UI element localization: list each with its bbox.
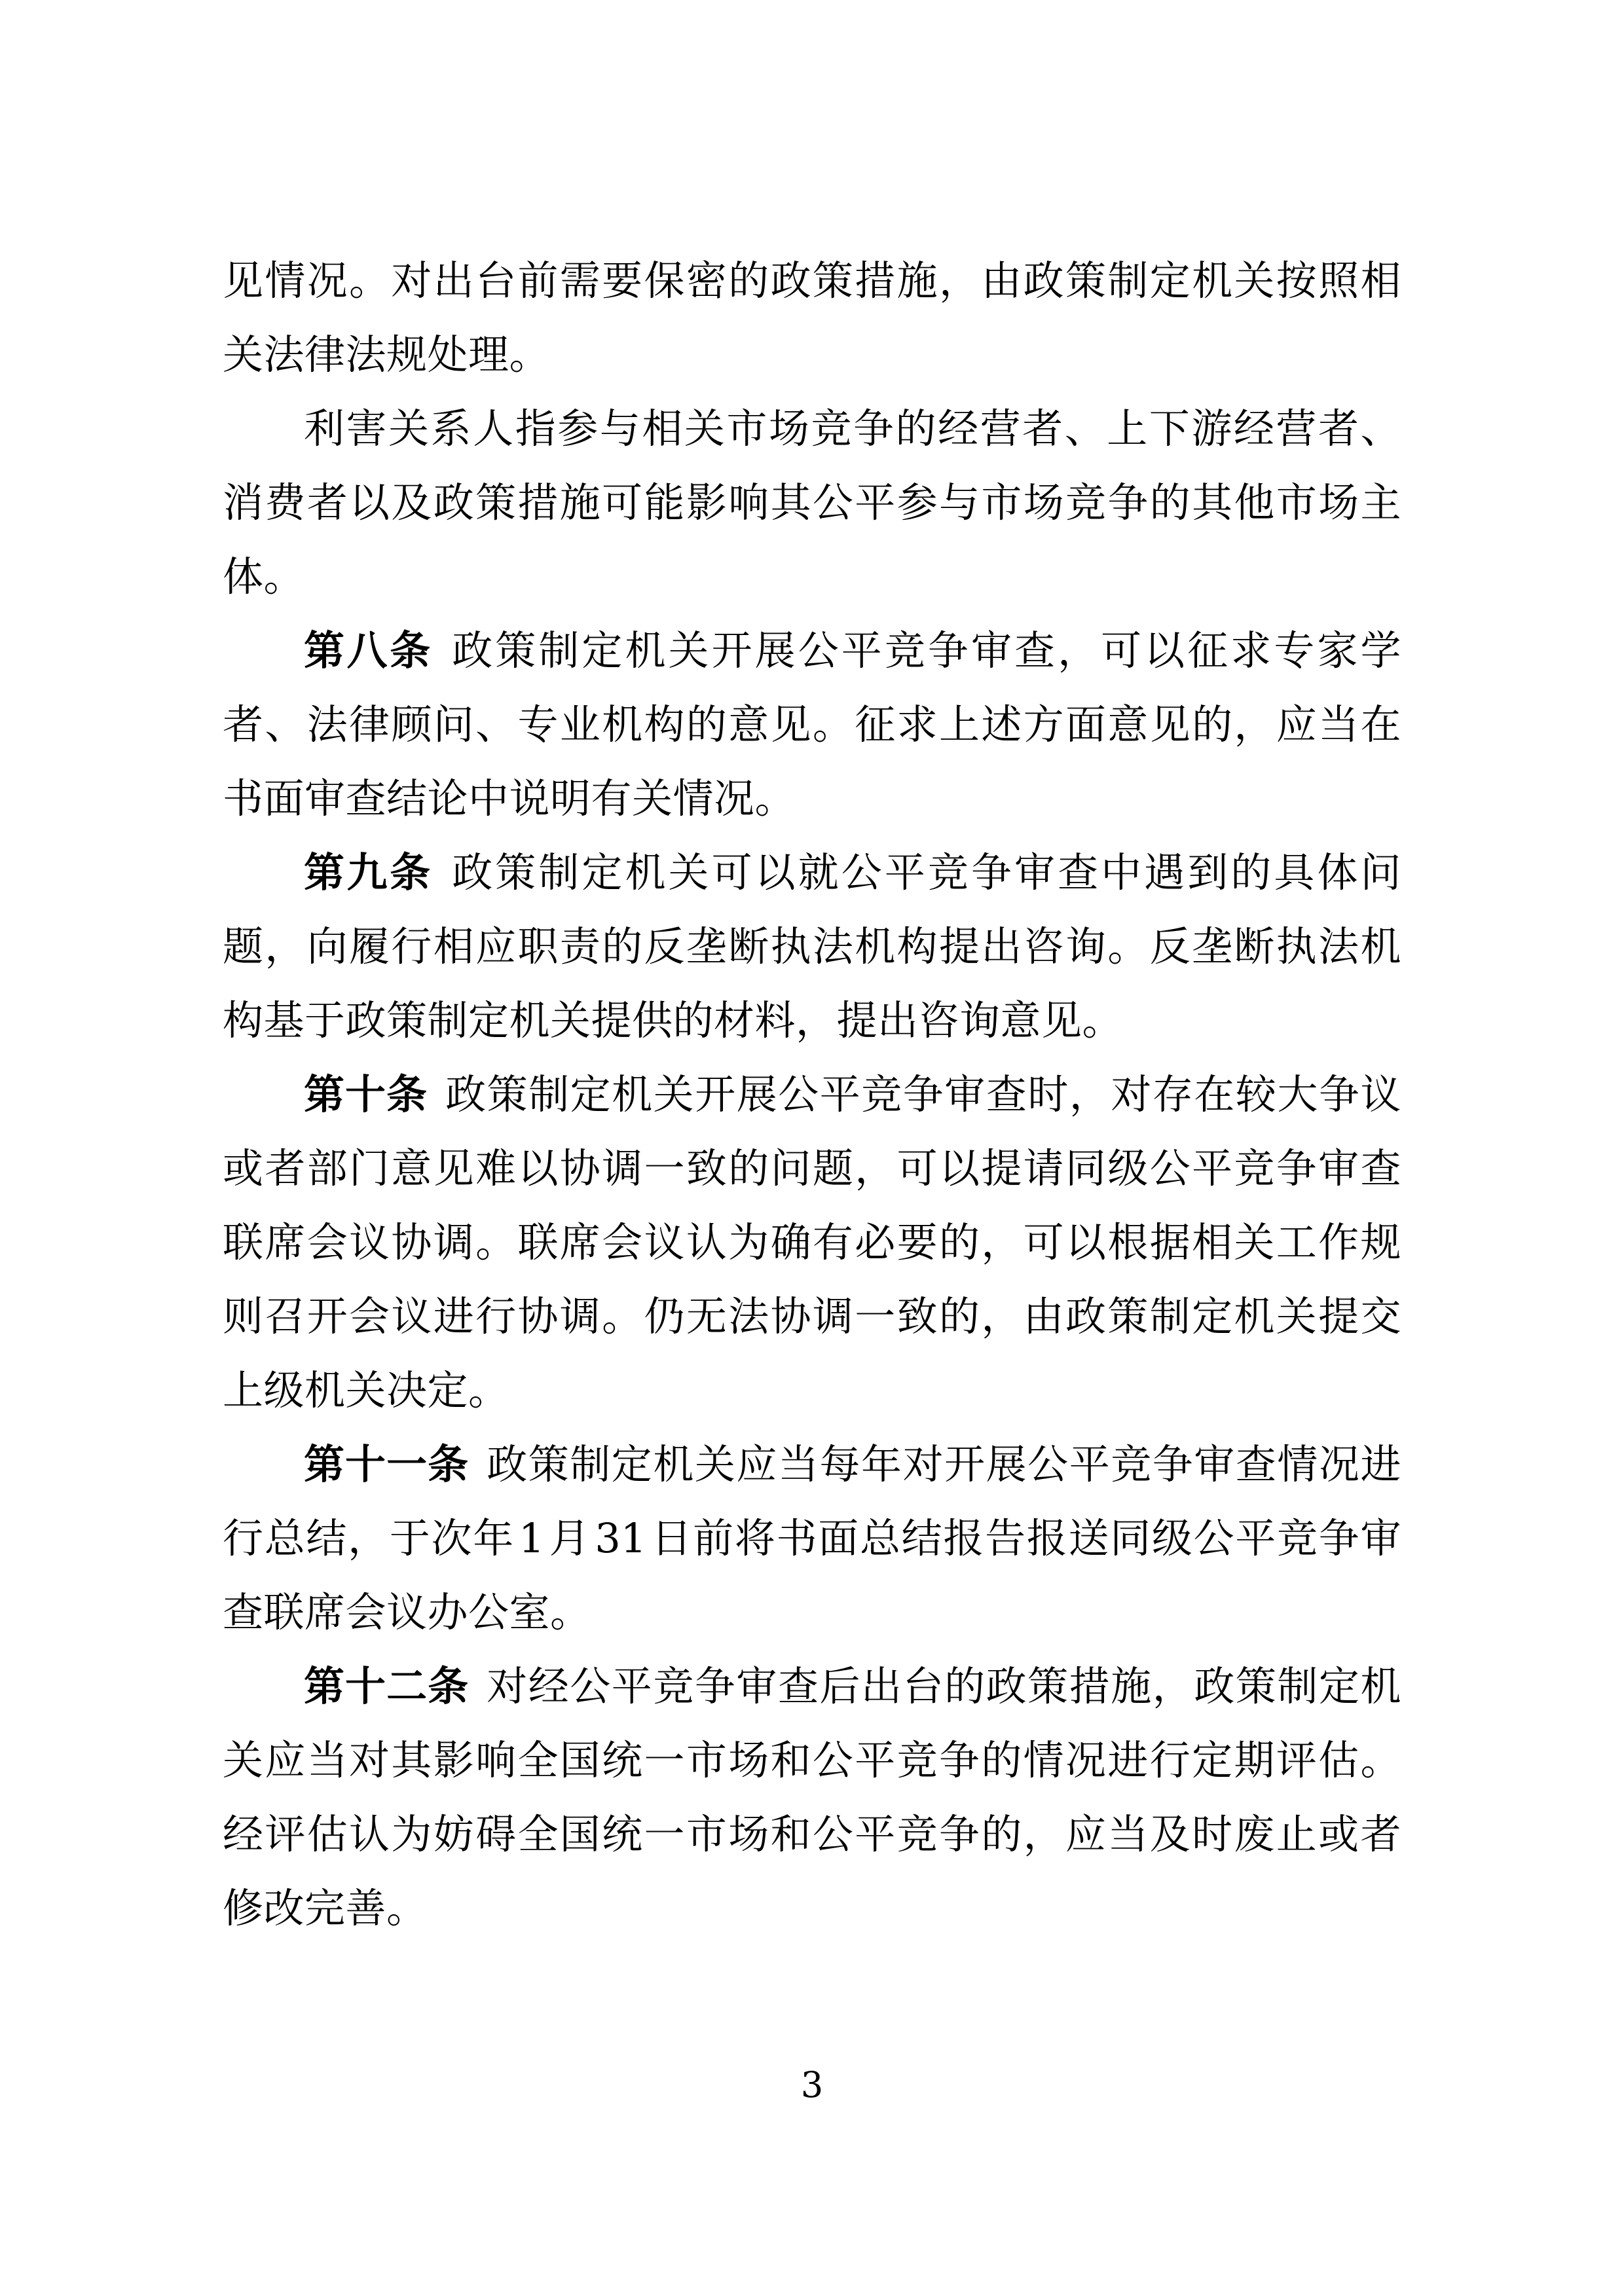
paragraph-text-before-date: 政策制定机关应当每年对开展公平竞争审查情况进行总结，于次年 <box>223 1440 1401 1562</box>
paragraph-article-12 <box>223 1649 1401 1945</box>
paragraph-continuation-secrecy <box>223 244 1401 392</box>
paragraph-text: 政策制定机关开展公平竞争审查时，对存在较大争议或者部门意见难以协调一致的问题，可以提请同级公平竞争审查联席会议协调。联席会议认为确有必要的，可以根据相关工作规则召开会议进行协调。仍无法协调一致的，由政策制定机关提交上级机关决定。 <box>223 1070 1401 1414</box>
month-number: 1 <box>518 1514 545 1562</box>
month-unit-label: 月 <box>548 1514 591 1562</box>
paragraph-article-9 <box>223 835 1401 1057</box>
paragraph-text: 政策制定机关开展公平竞争审查，可以征求专家学者、法律顾问、专业机构的意见。征求上述方面意见的，应当在书面审查结论中说明有关情况。 <box>223 627 1401 822</box>
day-number: 31 <box>595 1514 647 1562</box>
article-marker-9: 第九条 <box>304 848 433 896</box>
article-marker-12: 第十二条 <box>304 1662 470 1710</box>
document-body <box>223 244 1401 1945</box>
paragraph-text-after-date: 日前将书面总结报告报送同级公平竞争审查联席会议办公室。 <box>223 1514 1401 1636</box>
article-marker-8: 第八条 <box>304 627 433 674</box>
paragraph-article-10 <box>223 1057 1401 1427</box>
article-marker-11: 第十一条 <box>304 1440 470 1488</box>
page-number: 3 <box>800 2064 824 2105</box>
paragraph-text: 政策制定机关可以就公平竞争审查中遇到的具体问题，向履行相应职责的反垄断执法机构提出咨询。反垄断执法机构基于政策制定机关提供的材料，提出咨询意见。 <box>223 848 1401 1044</box>
paragraph-stakeholder-definition <box>223 392 1401 613</box>
article-marker-10: 第十条 <box>304 1070 428 1118</box>
paragraph-article-11 <box>223 1427 1401 1649</box>
paragraph-article-8 <box>223 613 1401 835</box>
paragraph-text: 见情况。对出台前需要保密的政策措施，由政策制定机关按照相关法律法规处理。 <box>223 257 1401 378</box>
paragraph-text: 利害关系人指参与相关市场竞争的经营者、上下游经营者、消费者以及政策措施可能影响其公平参与市场竞争的其他市场主体。 <box>223 405 1401 600</box>
paragraph-text: 对经公平竞争审查后出台的政策措施，政策制定机关应当对其影响全国统一市场和公平竞争的情况进行定期评估。经评估认为妨碍全国统一市场和公平竞争的，应当及时废止或者修改完善。 <box>223 1662 1401 1932</box>
